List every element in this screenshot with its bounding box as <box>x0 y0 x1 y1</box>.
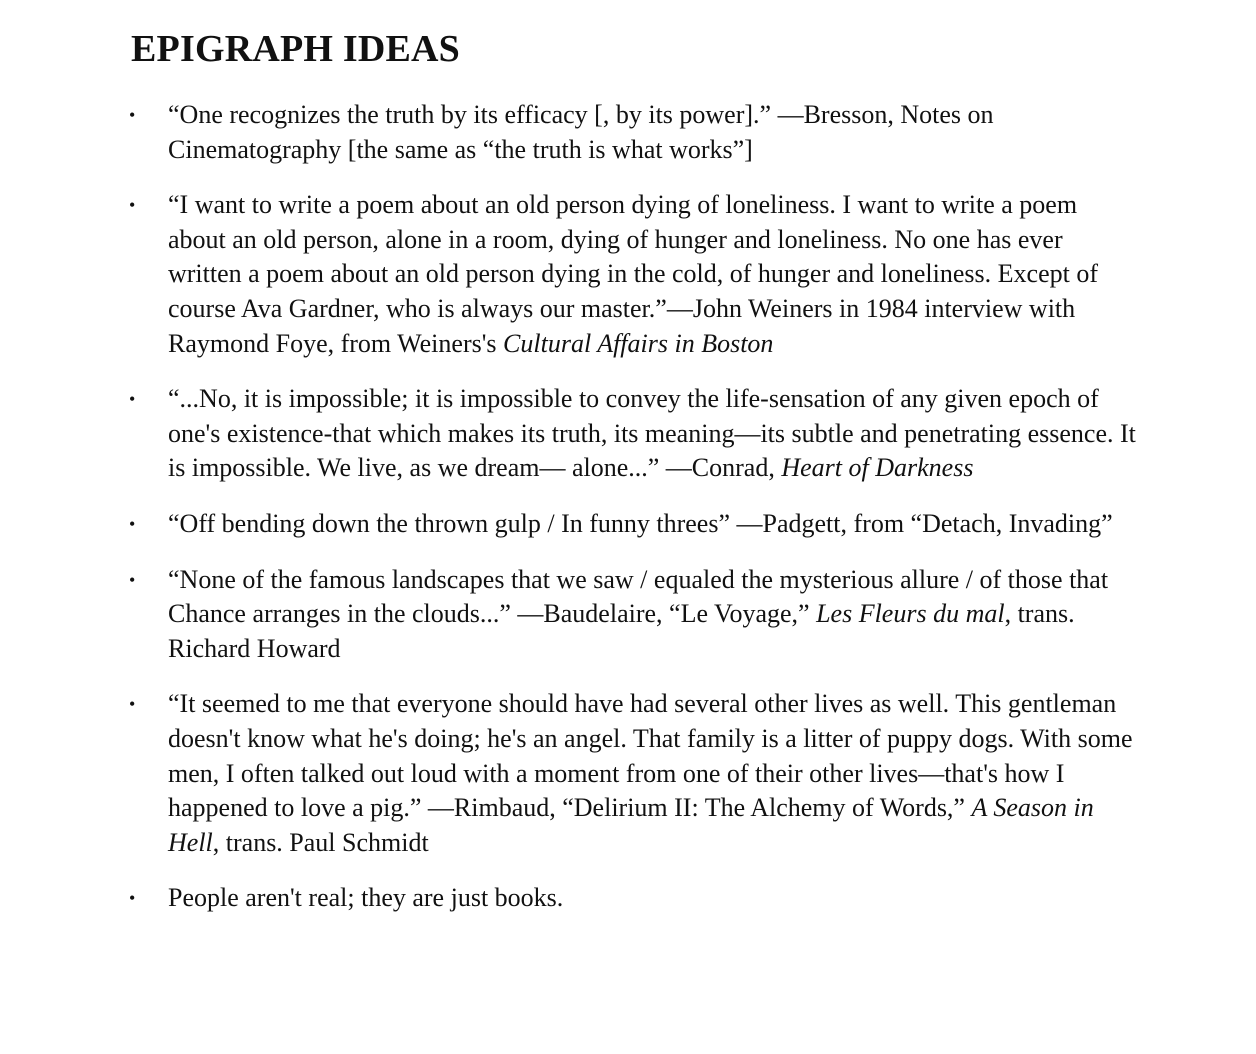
work-title: Heart of Darkness <box>781 453 974 483</box>
page-title: EPIGRAPH IDEAS <box>131 28 461 70</box>
list-item <box>131 881 1136 916</box>
bullet-icon: • <box>129 195 136 216</box>
bullet-icon: • <box>129 389 136 410</box>
work-title: Les Fleurs du mal <box>816 599 1005 629</box>
work-title: A Season in Hell <box>168 793 1094 857</box>
quote-text: “One recognizes the truth by its efficacy [, by its power].” —Bresson, Notes on Cinematography [the same as “the truth is what works”] <box>168 100 994 164</box>
quote-text: “It seemed to me that everyone should have had several other lives as well. This gentleman doesn't know what he's doing; he's an angel. That family is a litter of puppy dogs. With some men, I often talked out loud with a moment from one of their other lives—that's how I happened to love a pig.” —Rimbaud, “Delirium II: The Alchemy of Words,” <box>168 689 1133 823</box>
translator-credit: , trans. Richard Howard <box>168 599 1075 663</box>
translator-credit: , trans. Paul Schmidt <box>212 827 429 857</box>
bullet-icon: • <box>129 694 136 715</box>
list-item <box>131 507 1136 542</box>
list-item <box>131 382 1136 486</box>
quote-text: “I want to write a poem about an old person dying of loneliness. I want to write a poem about an old person, alone in a room, dying of hunger and loneliness. No one has ever written a poem about an old person dying in the cold, of hunger and loneliness. Except of course Ava Gardner, who is always our master.”—John Weiners in 1984 interview with Raymond Foye, from Weiners's <box>168 190 1098 358</box>
list-item <box>131 563 1136 667</box>
quote-text: “None of the famous landscapes that we saw / equaled the mysterious allure / of those that Chance arranges in the clouds...” —Baudelaire, “Le Voyage,” <box>168 564 1109 629</box>
bullet-icon: • <box>129 513 136 534</box>
epigraph-list <box>131 98 1136 916</box>
quote-text: People aren't real; they are just books. <box>168 883 564 913</box>
bullet-icon: • <box>129 105 136 125</box>
list-item <box>131 98 1136 167</box>
list-item <box>131 188 1136 361</box>
quote-text: “...No, it is impossible; it is impossible to convey the life-sensation of any given epoch of one's existence-that which makes its truth, its meaning—its subtle and penetrating essence. It is impossible. We live, as we dream— alone...” —Conrad, <box>168 384 1136 483</box>
bullet-icon: • <box>129 569 136 590</box>
quote-text: “Off bending down the thrown gulp / In funny threes” —Padgett, from “Detach, Invading” <box>168 508 1113 538</box>
work-title: Cultural Affairs in Boston <box>503 328 774 358</box>
list-item <box>131 687 1136 860</box>
bullet-icon: • <box>129 888 136 909</box>
